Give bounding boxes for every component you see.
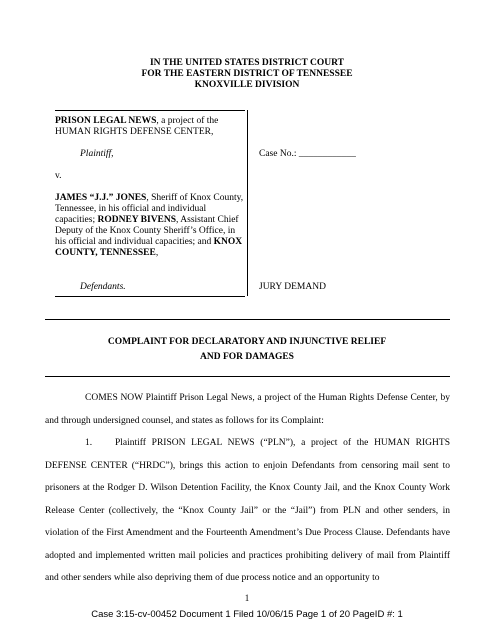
court-name-line-1: IN THE UNITED STATES DISTRICT COURT xyxy=(149,58,345,68)
plaintiff-role-text: Plaintiff, xyxy=(80,149,114,159)
paragraph-1 xyxy=(45,432,450,590)
case-number: Case No.: ____________ xyxy=(259,149,356,159)
defendant-role-text: Defendants. xyxy=(80,282,126,292)
versus: v. xyxy=(55,171,62,181)
caption-top-rule xyxy=(55,110,245,111)
plaintiff-role xyxy=(80,149,270,160)
defendant-3-name: KNOX COUNTY, TENNESSEE xyxy=(55,237,243,258)
title-bottom-rule xyxy=(45,376,450,377)
caption-bottom-rule xyxy=(55,296,245,297)
jury-demand: JURY DEMAND xyxy=(259,282,326,292)
plaintiff-description: , a project of the HUMAN RIGHTS DEFENSE CENTER, xyxy=(55,116,219,137)
complaint-body xyxy=(45,387,450,590)
defendant-1-name: JAMES “J.J.” JONES xyxy=(55,193,147,203)
complaint-title-line-1: COMPLAINT FOR DECLARATORY AND INJUNCTIVE RELIEF xyxy=(107,337,387,347)
court-division: KNOXVILLE DIVISION xyxy=(194,80,300,90)
court-name-line-2: FOR THE EASTERN DISTRICT OF TENNESSEE xyxy=(141,69,353,79)
defendants-block xyxy=(55,193,245,259)
ecf-footer: Case 3:15-cv-00452 Document 1 Filed 10/06/15 Page 1 of 20 PageID #: 1 xyxy=(91,609,403,620)
paragraph-1-text: Plaintiff PRISON LEGAL NEWS (“PLN”), a project of the HUMAN RIGHTS DEFENSE CENTER (“HRDC”), brings this action to enjoin Defendants from censoring mail sent to prisoners at the Rodger D. Wilson Detention Facility, the Knox County Jail, and the Knox County Work Release Center (collectively, the “Knox County Jail” or the “Jail”) from PLN and other senders, in violation of the First Amendment and the Fourteenth Amendment’s Due Process Clause. Defendants have adopted and implemented written mail policies and practices prohibiting delivery of mail from Plaintiff and other senders while also depriving them of due process notice and an opportunity to xyxy=(45,438,450,583)
paragraph-1-number: 1. xyxy=(85,438,93,448)
plaintiff-name: PRISON LEGAL NEWS xyxy=(55,116,157,126)
defendant-2-description: , Assistant Chief Deputy of the Knox County Sheriff’s Office, in his official and individual capacities; and xyxy=(55,215,239,247)
plaintiff-block xyxy=(55,116,245,138)
defendant-2-name: RODNEY BIVENS xyxy=(97,215,177,225)
defendant-role xyxy=(80,282,270,293)
title-top-rule xyxy=(45,319,450,320)
defendant-1-description: , Sheriff of Knox County, Tennessee, in his official and individual capacities; xyxy=(55,193,244,225)
complaint-title-line-2: AND FOR DAMAGES xyxy=(200,352,294,362)
caption-divider xyxy=(247,110,248,296)
defendant-3-description: , xyxy=(155,248,159,258)
intro-paragraph: COMES NOW Plaintiff Prison Legal News, a project of the Human Rights Defense Center, by and through undersigned counsel, and states as follows for its Complaint: xyxy=(45,393,450,426)
page-number: 1 xyxy=(244,593,250,603)
